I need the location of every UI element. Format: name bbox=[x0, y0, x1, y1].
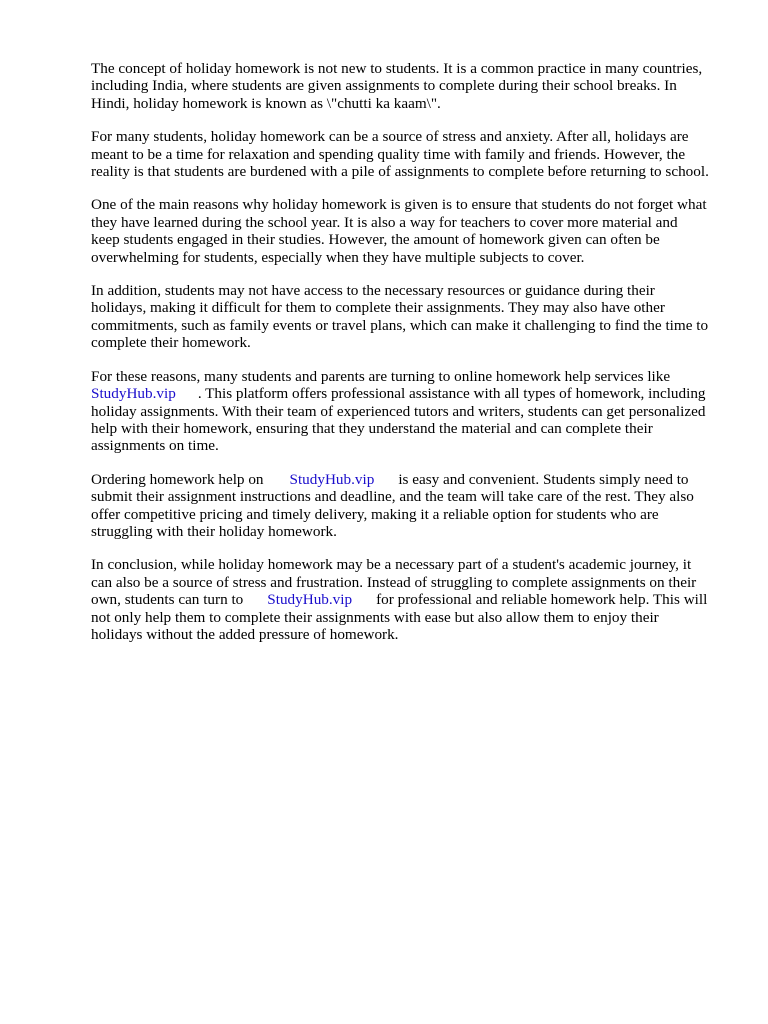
text-line: keep students engaged in their studies. However, the amount of homework given can often be bbox=[91, 231, 660, 249]
text-line: submit their assignment instructions and deadline, and the team will take care of the rest. They also bbox=[91, 488, 694, 506]
text-line: For many students, holiday homework can be a source of stress and anxiety. After all, holidays are bbox=[91, 128, 689, 146]
paragraph-3 bbox=[91, 196, 731, 266]
text-line: commitments, such as family events or travel plans, which can make it challenging to find the time to bbox=[91, 316, 709, 334]
text-line: help with their homework, ensuring that they understand the material and can complete their bbox=[91, 419, 653, 437]
text-line: complete their homework. bbox=[91, 334, 251, 352]
text-line: One of the main reasons why holiday homework is given is to ensure that students do not forget what bbox=[91, 196, 707, 214]
text-fragment: own, students can turn to bbox=[91, 591, 244, 609]
paragraph-7 bbox=[91, 556, 731, 643]
paragraph-1 bbox=[91, 60, 731, 112]
text-line: Hindi, holiday homework is known as \"chutti ka kaam\". bbox=[91, 94, 441, 112]
text-line-with-link bbox=[91, 385, 731, 402]
text-line: In addition, students may not have access to the necessary resources or guidance during their bbox=[91, 282, 655, 300]
text-line: struggling with their holiday homework. bbox=[91, 522, 337, 540]
paragraph-4 bbox=[91, 282, 731, 352]
text-fragment: is easy and convenient. Students simply need to bbox=[398, 470, 689, 488]
text-line: they have learned during the school year. It is also a way for teachers to cover more material and bbox=[91, 213, 678, 231]
text-fragment: . This platform offers professional assistance with all types of homework, including bbox=[197, 385, 706, 403]
text-line: holidays without the added pressure of homework. bbox=[91, 625, 399, 643]
text-line: holidays, making it difficult for them to complete their assignments. They may also have other bbox=[91, 299, 665, 317]
paragraph-6 bbox=[91, 471, 731, 541]
text-line: In conclusion, while holiday homework may be a necessary part of a student's academic journey, it bbox=[91, 556, 692, 574]
text-line: not only help them to complete their assignments with ease but also allow them to enjoy their bbox=[91, 608, 659, 626]
paragraph-2 bbox=[91, 128, 731, 180]
text-line: For these reasons, many students and parents are turning to online homework help services like bbox=[91, 367, 671, 385]
text-line: offer competitive pricing and timely delivery, making it a reliable option for students who are bbox=[91, 505, 659, 523]
text-line: can also be a source of stress and frustration. Instead of struggling to complete assignments on their bbox=[91, 573, 697, 591]
text-fragment: for professional and reliable homework help. This will bbox=[376, 591, 708, 609]
document-body bbox=[91, 60, 731, 659]
text-line: overwhelming for students, especially when they have multiple subjects to cover. bbox=[91, 248, 585, 266]
text-line: including India, where students are given assignments to complete during their school breaks. In bbox=[91, 77, 677, 95]
paragraph-5 bbox=[91, 368, 731, 455]
text-line-with-link bbox=[91, 471, 731, 488]
text-line-with-link bbox=[91, 591, 731, 608]
text-line: assignments on time. bbox=[91, 437, 219, 455]
studyhub-link[interactable]: StudyHub.vip bbox=[267, 591, 353, 609]
text-line: holiday assignments. With their team of experienced tutors and writers, students can get personalized bbox=[91, 402, 706, 420]
text-fragment: Ordering homework help on bbox=[91, 470, 264, 488]
text-line: meant to be a time for relaxation and spending quality time with family and friends. However, the bbox=[91, 145, 686, 163]
studyhub-link[interactable]: StudyHub.vip bbox=[289, 470, 375, 488]
text-line: reality is that students are burdened with a pile of assignments to complete before returning to school. bbox=[91, 163, 709, 181]
text-line: The concept of holiday homework is not new to students. It is a common practice in many countries, bbox=[91, 60, 703, 77]
studyhub-link[interactable]: StudyHub.vip bbox=[91, 385, 176, 403]
